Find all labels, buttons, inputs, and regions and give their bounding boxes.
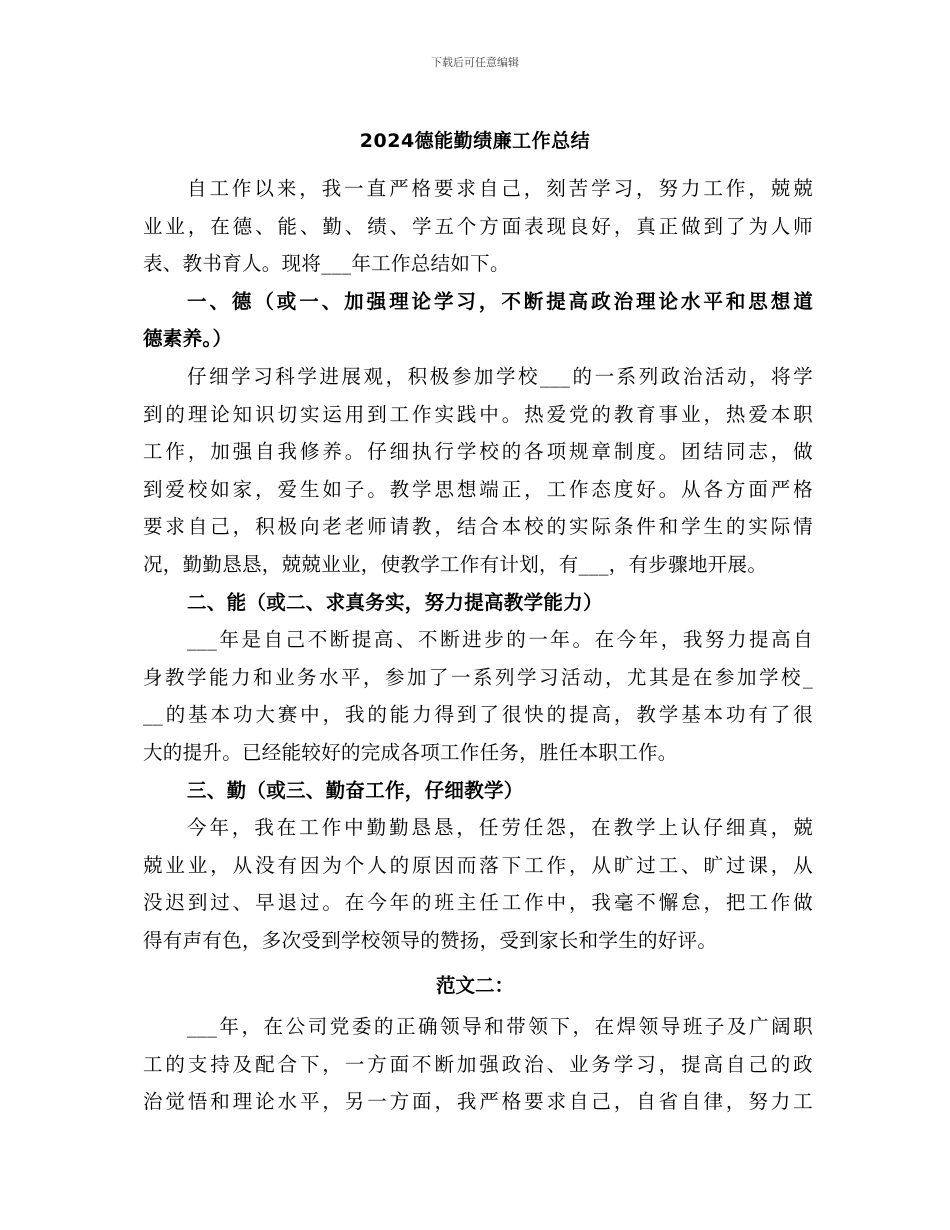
- sample-two-heading: 范文二：: [435, 974, 514, 997]
- paragraph-line: 兢业业，从没有因为个人的原因而落下工作，从旷过工、旷过课，从: [143, 853, 813, 877]
- document-title: 2024德能勤绩廉工作总结: [359, 130, 591, 152]
- paragraph-line: 要求自己，积极向老老师请教，结合本校的实际条件和学生的实际情: [143, 515, 813, 539]
- paragraph-line: __的基本功大赛中，我的能力得到了很快的提高，教学基本功有了很: [143, 703, 813, 727]
- paragraph-line: 到的理论知识切实运用到工作实践中。热爱党的教育事业，热爱本职: [143, 402, 813, 426]
- page-header-note: 下载后可任意编辑: [431, 56, 519, 69]
- paragraph-line: 身教学能力和业务水平，参加了一系列学习活动，尤其是在参加学校_: [143, 665, 813, 689]
- paragraph-line: 治觉悟和理论水平，另一方面，我严格要求自己，自省自律，努力工: [143, 1090, 813, 1114]
- section-heading-de-cont: 德素养。）: [143, 327, 233, 351]
- paragraph-line: 工作，加强自我修养。仔细执行学校的各项规章制度。团结同志，做: [143, 440, 813, 464]
- paragraph-line: 没迟到过、早退过。在今年的班主任工作中，我毫不懈怠，把工作做: [143, 891, 813, 915]
- paragraph-line: 业业，在德、能、勤、绩、学五个方面表现良好，真正做到了为人师: [143, 214, 813, 238]
- paragraph-line: ___年，在公司党委的正确领导和带领下，在焊领导班子及广阔职: [187, 1015, 813, 1038]
- paragraph-line: 得有声有色，多次受到学校领导的赞扬，受到家长和学生的好评。: [143, 928, 718, 952]
- paragraph-line: 今年，我在工作中勤勤恳恳，任劳任怨，在教学上认仔细真，兢: [187, 816, 813, 840]
- paragraph-line: 仔细学习科学进展观，积极参加学校___的一系列政治活动，将学: [187, 364, 813, 388]
- paragraph-line: 工的支持及配合下，一方面不断加强政治、业务学习，提高自己的政: [143, 1052, 813, 1076]
- sample-two-body: [143, 1008, 813, 1121]
- section-heading-de: 一、德（或一、加强理论学习，不断提高政治理论水平和思想道: [187, 289, 813, 313]
- paragraph-line: 到爱校如家，爱生如子。教学思想端正，工作态度好。从各方面严格: [143, 477, 813, 501]
- paragraph-line: 况，勤勤恳恳，兢兢业业，使教学工作有计划，有___，有步骤地开展。: [143, 552, 768, 576]
- paragraph-line: 表、教书育人。现将___年工作总结如下。: [143, 252, 510, 276]
- section-heading-neng: 二、能（或二、求真务实，努力提高教学能力）: [187, 590, 603, 614]
- section-heading-qin: 三、勤（或三、勤奋工作，仔细教学）: [187, 778, 524, 802]
- paragraph-line: 大的提升。已经能较好的完成各项工作任务，胜任本职工作。: [143, 740, 678, 764]
- document-body: [143, 170, 813, 959]
- paragraph-line: 自工作以来，我一直严格要求自己，刻苦学习，努力工作，兢兢: [187, 177, 813, 200]
- paragraph-line: ___年是自己不断提高、不断进步的一年。在今年，我努力提高自: [187, 628, 813, 652]
